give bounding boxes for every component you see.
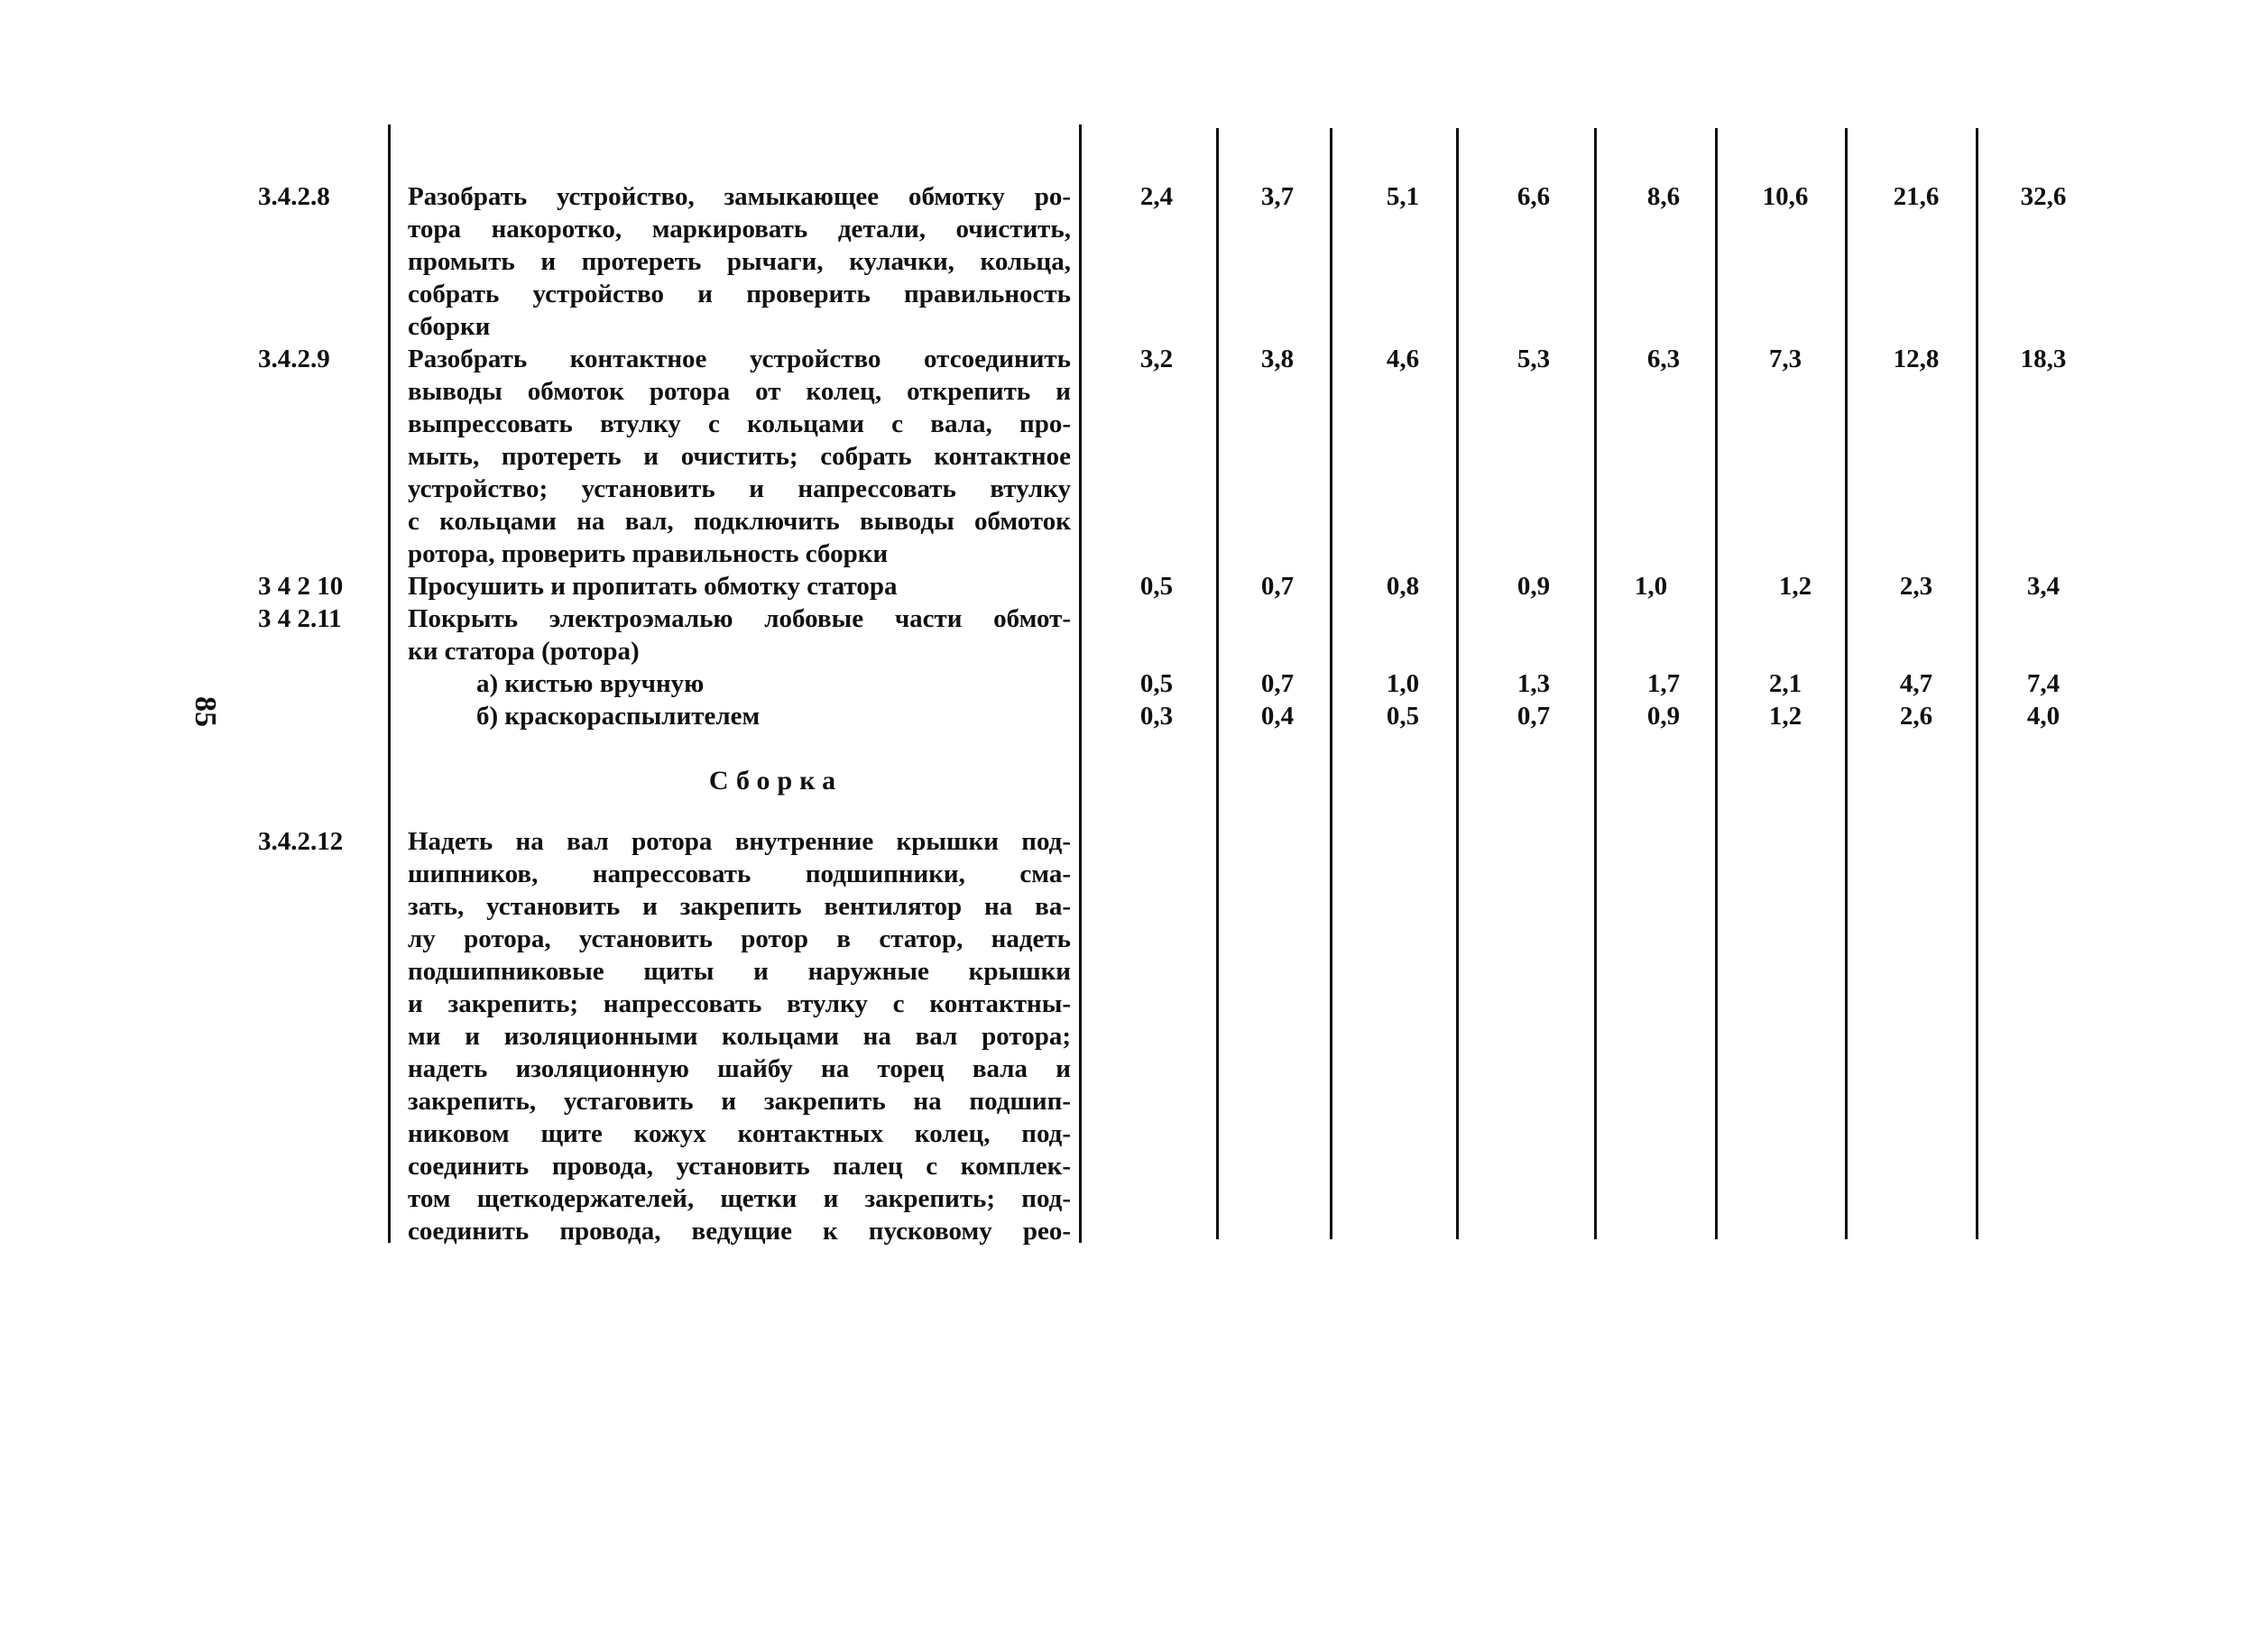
desc-line: соединить провода, ведущие к пусковому рео- xyxy=(408,1217,1071,1246)
row-description-3-4-2-8 xyxy=(408,180,1071,343)
column-rule-4 xyxy=(1594,128,1597,1239)
value-cell: 4,7 xyxy=(1899,669,1933,698)
desc-line: подшипниковые щиты и наружные крышки xyxy=(408,957,1071,986)
value-cell: 8,6 xyxy=(1646,182,1681,211)
desc-line: сборки xyxy=(408,312,491,341)
desc-line: Покрыть электроэмалью лобовые части обмот- xyxy=(408,604,1071,633)
desc-line: Разобрать устройство, замыкающее обмотку ро- xyxy=(408,182,1071,211)
value-cell: 3,4 xyxy=(2026,572,2061,601)
subrow-label-sprayer: б) краскораспылителем xyxy=(476,702,761,731)
value-cell: 0,4 xyxy=(1260,702,1295,731)
desc-line: том щеткодержателей, щетки и закрепить; под- xyxy=(408,1184,1071,1213)
row-code-3-4-2-12: 3.4.2.12 xyxy=(258,827,344,856)
value-cell: 0,5 xyxy=(1139,669,1174,698)
value-cell: 1,0 xyxy=(1386,669,1420,698)
desc-line: устройство; установить и напрессовать втулку xyxy=(408,474,1071,503)
column-rule-1 xyxy=(1216,128,1219,1239)
section-heading-assembly: Сборка xyxy=(708,766,844,796)
row-description-3-4-2-10 xyxy=(408,570,1071,602)
value-cell: 1,7 xyxy=(1646,669,1681,698)
value-cell: 3,2 xyxy=(1139,345,1174,373)
row-description-3-4-2-9 xyxy=(408,343,1071,570)
desc-line: выпрессовать втулку с кольцами с вала, про- xyxy=(408,409,1071,438)
desc-line: шипников, напрессовать подшипники, сма- xyxy=(408,860,1071,888)
desc-line: закрепить, устаговить и закрепить на подшип- xyxy=(408,1087,1071,1116)
value-cell: 1,2 xyxy=(1768,702,1802,731)
value-cell: 6,6 xyxy=(1517,182,1551,211)
row-code-3-4-2-11: 3 4 2.11 xyxy=(258,604,342,633)
desc-line: никовом щите кожух контактных колец, под- xyxy=(408,1119,1071,1148)
value-cell: 0,7 xyxy=(1260,669,1295,698)
value-cell: 0,8 xyxy=(1386,572,1420,601)
column-rule-7 xyxy=(1976,128,1978,1239)
value-cell: 18,3 xyxy=(2020,345,2067,373)
row-code-3-4-2-8: 3.4.2.8 xyxy=(258,182,330,211)
column-rule-desc-right xyxy=(1079,124,1082,1243)
value-cell: 32,6 xyxy=(2020,182,2067,211)
value-cell: 21,6 xyxy=(1893,182,1940,211)
value-cell: 2,3 xyxy=(1899,572,1933,601)
desc-line: и закрепить; напрессовать втулку с контактны- xyxy=(408,989,1071,1018)
value-cell: 2,1 xyxy=(1768,669,1802,698)
desc-line: тора накоротко, маркировать детали, очистить, xyxy=(408,215,1071,244)
value-cell: 2,4 xyxy=(1139,182,1174,211)
desc-line: промыть и протереть рычаги, кулачки, кольца, xyxy=(408,247,1071,276)
desc-line: Разобрать контактное устройство отсоединить xyxy=(408,345,1071,373)
value-cell: 5,1 xyxy=(1386,182,1420,211)
column-rule-left xyxy=(388,124,391,1243)
value-cell: 7,4 xyxy=(2026,669,2061,698)
desc-line: с кольцами на вал, подключить выводы обмоток xyxy=(408,507,1071,536)
value-cell: 2,6 xyxy=(1899,702,1933,731)
value-cell: 0,7 xyxy=(1260,572,1295,601)
value-cell: 3,8 xyxy=(1260,345,1295,373)
value-cell: 1,0 xyxy=(1634,572,1668,601)
value-cell: 10,6 xyxy=(1762,182,1809,211)
desc-line: соединить провода, установить палец с комплек- xyxy=(408,1152,1071,1181)
desc-line: собрать устройство и проверить правильность xyxy=(408,280,1071,308)
value-cell: 0,5 xyxy=(1139,572,1174,601)
desc-line: Просушить и пропитать обмотку статора xyxy=(408,572,898,601)
desc-line: ки статора (ротора) xyxy=(408,637,640,666)
value-cell: 4,6 xyxy=(1386,345,1420,373)
desc-line: ротора, проверить правильность сборки xyxy=(408,539,889,568)
value-cell: 0,9 xyxy=(1517,572,1551,601)
value-cell: 3,7 xyxy=(1260,182,1295,211)
value-cell: 6,3 xyxy=(1646,345,1681,373)
desc-line: мыть, протереть и очистить; собрать контактное xyxy=(408,442,1071,471)
desc-line: зать, установить и закрепить вентилятор на ва- xyxy=(408,892,1071,921)
row-code-3-4-2-9: 3.4.2.9 xyxy=(258,345,330,373)
value-cell: 0,9 xyxy=(1646,702,1681,731)
value-cell: 0,3 xyxy=(1139,702,1174,731)
row-description-3-4-2-12 xyxy=(408,825,1071,1247)
desc-line: ми и изоляционными кольцами на вал ротора; xyxy=(408,1022,1071,1051)
row-description-3-4-2-11 xyxy=(408,602,1071,667)
value-cell: 0,5 xyxy=(1386,702,1420,731)
value-cell: 1,3 xyxy=(1517,669,1551,698)
desc-line: Надеть на вал ротора внутренние крышки под- xyxy=(408,827,1071,856)
value-cell: 5,3 xyxy=(1517,345,1551,373)
desc-line: выводы обмоток ротора от колец, открепить и xyxy=(408,377,1071,406)
value-cell: 12,8 xyxy=(1893,345,1940,373)
row-code-3-4-2-10: 3 4 2 10 xyxy=(258,572,344,601)
value-cell: 1,2 xyxy=(1778,572,1812,601)
column-rule-6 xyxy=(1845,128,1848,1239)
value-cell: 7,3 xyxy=(1768,345,1802,373)
desc-line: лу ротора, установить ротор в статор, надеть xyxy=(408,924,1071,953)
value-cell: 0,7 xyxy=(1517,702,1551,731)
page-number: 85 xyxy=(189,696,222,727)
value-cell: 4,0 xyxy=(2026,702,2061,731)
desc-line: надеть изоляционную шайбу на торец вала и xyxy=(408,1054,1071,1083)
subrow-label-brush: а) кистью вручную xyxy=(476,669,705,698)
